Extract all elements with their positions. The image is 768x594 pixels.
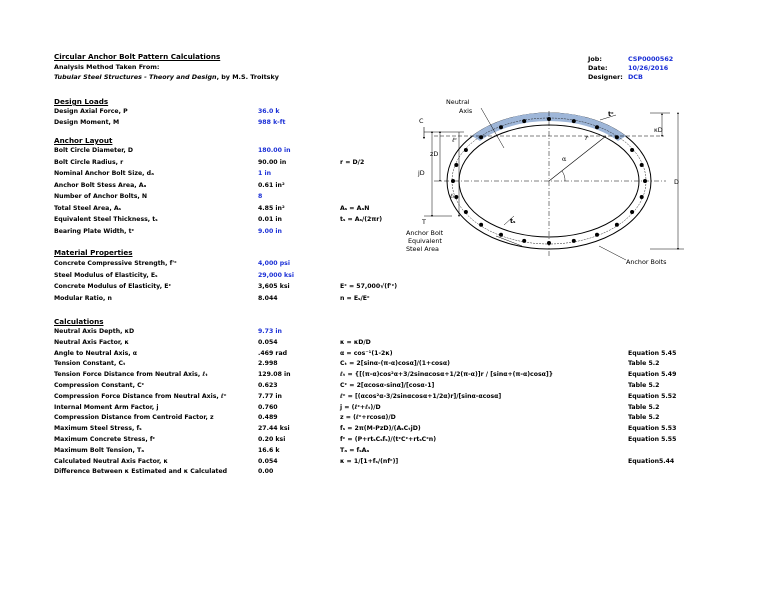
row-value: 29,000 ksi: [258, 271, 294, 279]
tc-label: tᶜ: [608, 110, 614, 118]
row-value: 90.00 in: [258, 158, 287, 166]
r-label: r: [585, 134, 589, 142]
row-label: Neutral Axis Factor, κ: [54, 338, 129, 346]
anchor-bolts-leader: [599, 246, 626, 260]
row-reference: Equation5.44: [628, 457, 675, 465]
alpha-label: α: [562, 155, 567, 163]
row-label: Modular Ratio, n: [54, 294, 112, 302]
row-label: Compression Constant, Cᶜ: [54, 382, 145, 389]
row-equation: ℓₜ = {[(π-α)cos²α+3/2sinαcosα+1/2(π-α)]r / [sinα+(π-α)cosα]}: [340, 371, 554, 379]
table-row: [0, 294, 768, 306]
row-equation: tₛ = Aₛ/(2πr): [340, 216, 383, 223]
neutral-axis-label-2: Axis: [459, 107, 473, 115]
row-label: Compression Force Distance from Neutral Axis, ℓᶜ: [54, 392, 227, 400]
row-equation: Cₜ = 2[sinα-(π-α)cosα]/(1+cosα): [340, 360, 450, 368]
anchor-bolt-dot: [640, 163, 644, 167]
row-label: Angle to Neutral Axis, α: [54, 349, 138, 357]
row-value: 0.20 ksi: [258, 436, 286, 443]
row-value: 27.44 ksi: [258, 425, 290, 433]
anchor-bolt-dot: [595, 233, 599, 237]
row-equation: Eᶜ = 57,000√(f'ᶜ): [340, 283, 398, 290]
neutral-axis-label-1: Neutral: [446, 98, 470, 106]
row-equation: Aₛ = AₐN: [340, 204, 370, 212]
designer-value: DCB: [628, 73, 643, 81]
row-label: Internal Moment Arm Factor, j: [54, 403, 159, 411]
row-reference: Table 5.2: [628, 403, 660, 411]
radius-line: [549, 136, 606, 181]
row-label: Bolt Circle Diameter, D: [54, 147, 134, 154]
anchor-bolt-dot: [454, 163, 458, 167]
row-label: Steel Modulus of Elasticity, Eₛ: [54, 271, 158, 279]
equivalent-area-label-1: Anchor Bolt: [406, 229, 444, 237]
row-label: Nominal Anchor Bolt Size, dₐ: [54, 170, 154, 177]
row-equation: ℓᶜ = [(αcos²α-3/2sinαcosα+1/2α)r]/[sinα-αcosα]: [340, 392, 502, 400]
anchor-bolt-dot: [572, 119, 576, 123]
table-row: [0, 467, 768, 479]
row-equation: Tₐ = fₛAₐ: [340, 446, 370, 454]
row-reference: Table 5.2: [628, 382, 660, 389]
row-equation: fₛ = 2π(M-PzD)/(AₛCₜjD): [340, 425, 421, 433]
row-reference: Table 5.2: [628, 414, 660, 422]
row-value: 0.054: [258, 457, 278, 465]
row-label: Design Moment, M: [54, 118, 120, 126]
equivalent-area-label-2: Equivalent: [408, 237, 442, 245]
anchor-bolt-dot: [499, 125, 503, 129]
row-label: Maximum Bolt Tension, Tₐ: [54, 446, 145, 454]
section-material-properties: Material Properties: [54, 248, 133, 257]
row-label: Bearing Plate Width, tᶜ: [54, 227, 135, 235]
row-value: 8: [258, 193, 263, 200]
date-label: Date:: [588, 64, 608, 72]
row-label: Maximum Concrete Stress, fᶜ: [54, 436, 156, 443]
row-reference: Table 5.2: [628, 360, 660, 368]
row-value: 9.00 in: [258, 227, 282, 235]
section-design-loads: Design Loads: [54, 97, 109, 106]
row-label: Neutral Axis Depth, κD: [54, 328, 135, 335]
row-reference: Equation 5.49: [628, 371, 677, 379]
ts-label: tₛ: [510, 217, 516, 225]
anchor-bolt-dot: [640, 195, 644, 199]
row-label: Anchor Bolt Stess Area, Aₐ: [54, 181, 147, 189]
anchor-bolt-dot: [522, 239, 526, 243]
row-value: 2.998: [258, 360, 278, 368]
row-value: 7.77 in: [258, 392, 282, 400]
reference-author: , by M.S. Troitsky: [216, 73, 279, 81]
row-label: Number of Anchor Bolts, N: [54, 193, 148, 200]
jd-label: jD: [418, 169, 425, 177]
table-row: [0, 282, 768, 294]
row-value: 16.6 k: [258, 446, 280, 454]
lc-label: ℓᶜ: [452, 136, 457, 144]
row-equation: r = D/2: [340, 158, 365, 166]
kd-label: κD: [654, 126, 663, 134]
anchor-bolt-dot: [464, 210, 468, 214]
designer-label: Designer:: [588, 73, 623, 81]
anchor-bolt-dot: [464, 148, 468, 152]
row-label: Tension Constant, Cₜ: [54, 360, 126, 368]
zd-label: zD: [430, 150, 439, 158]
row-label: Concrete Modulus of Elasticity, Eᶜ: [54, 283, 171, 290]
row-value: 0.054: [258, 338, 278, 346]
row-reference: Equation 5.53: [628, 425, 677, 433]
row-value: 3,605 ksi: [258, 283, 290, 290]
anchor-bolt-dot: [479, 223, 483, 227]
reference-line: [54, 73, 279, 81]
page-title: Circular Anchor Bolt Pattern Calculations: [54, 52, 221, 61]
row-equation: j = (ℓᶜ+ℓₜ)/D: [340, 403, 381, 411]
row-reference: Equation 5.55: [628, 436, 677, 443]
row-value: 36.0 k: [258, 108, 280, 115]
row-value: 1 in: [258, 170, 271, 177]
lt-label: ℓₜ: [450, 192, 455, 200]
row-value: 9.73 in: [258, 328, 282, 335]
anchor-bolt-dot: [630, 210, 634, 214]
d-label: D: [674, 178, 679, 186]
row-value: 0.61 in²: [258, 181, 285, 189]
c-label: C: [419, 117, 424, 125]
row-label: Design Axial Force, P: [54, 108, 128, 115]
row-equation: n = Eₛ/Eᶜ: [340, 294, 370, 302]
date-value: 10/26/2016: [628, 64, 669, 72]
anchor-bolt-dot: [595, 125, 599, 129]
row-equation: α = cos⁻¹(1-2κ): [340, 349, 393, 357]
section-calculations: Calculations: [54, 317, 104, 326]
anchor-bolt-dot: [630, 148, 634, 152]
compression-zone: [472, 113, 626, 141]
row-equation: fᶜ = (P+rtₛCₛfₛ)/(tᶜCᶜ+rtₛCᶜn): [340, 436, 437, 443]
row-value: 0.00: [258, 468, 274, 476]
t-label: T: [422, 218, 426, 226]
alpha-arc: [562, 171, 565, 181]
row-value: 0.623: [258, 382, 278, 389]
row-label: Compression Distance from Centroid Factor, z: [54, 414, 214, 422]
row-value: 4,000 psi: [258, 260, 290, 267]
anchor-bolt-dot: [454, 195, 458, 199]
row-label: Concrete Compressive Strength, f'ᶜ: [54, 260, 177, 267]
anchor-bolt-dot: [522, 119, 526, 123]
row-value: 4.85 in²: [258, 204, 285, 212]
row-value: 180.00 in: [258, 147, 291, 154]
row-reference: Equation 5.52: [628, 392, 677, 400]
row-value: 129.08 in: [258, 371, 291, 379]
row-value: 988 k-ft: [258, 118, 286, 126]
section-anchor-layout: Anchor Layout: [54, 136, 113, 145]
row-label: Total Steel Area, Aₛ: [54, 204, 122, 212]
anchor-bolt-diagram: [404, 96, 704, 276]
anchor-bolt-dot: [615, 223, 619, 227]
row-label: Tension Force Distance from Neutral Axis, ℓₜ: [54, 371, 208, 379]
row-value: 0.01 in: [258, 216, 282, 223]
row-label: Equivalent Steel Thickness, tₛ: [54, 216, 158, 223]
row-label: Calculated Neutral Axis Factor, κ: [54, 457, 168, 465]
reference-book: Tubular Steel Structures - Theory and Design: [54, 73, 217, 81]
row-equation: z = (ℓᶜ+rcosα)/D: [340, 414, 396, 422]
row-equation: Cᶜ = 2[αcosα-sinα]/[cosα-1]: [340, 382, 435, 389]
row-label: Difference Between κ Estimated and κ Calculated: [54, 468, 228, 476]
row-value: 8.044: [258, 294, 278, 302]
row-label: Bolt Circle Radius, r: [54, 158, 124, 166]
anchor-bolt-dot: [499, 233, 503, 237]
row-label: Maximum Steel Stress, fₛ: [54, 425, 142, 433]
row-equation: κ = κD/D: [340, 338, 371, 346]
method-label: Analysis Method Taken From:: [54, 63, 160, 71]
row-value: 0.489: [258, 414, 278, 422]
job-label: Job:: [588, 55, 602, 63]
row-equation: κ = 1/[1+fₛ/(nfᶜ)]: [340, 457, 399, 465]
job-value: CSP0000562: [628, 55, 674, 63]
row-value: 0.760: [258, 403, 278, 411]
row-value: .469 rad: [258, 349, 288, 357]
row-reference: Equation 5.45: [628, 349, 677, 357]
anchor-bolt-dot: [572, 239, 576, 243]
anchor-bolts-label: Anchor Bolts: [626, 258, 667, 266]
equivalent-area-label-3: Steel Area: [406, 245, 439, 253]
